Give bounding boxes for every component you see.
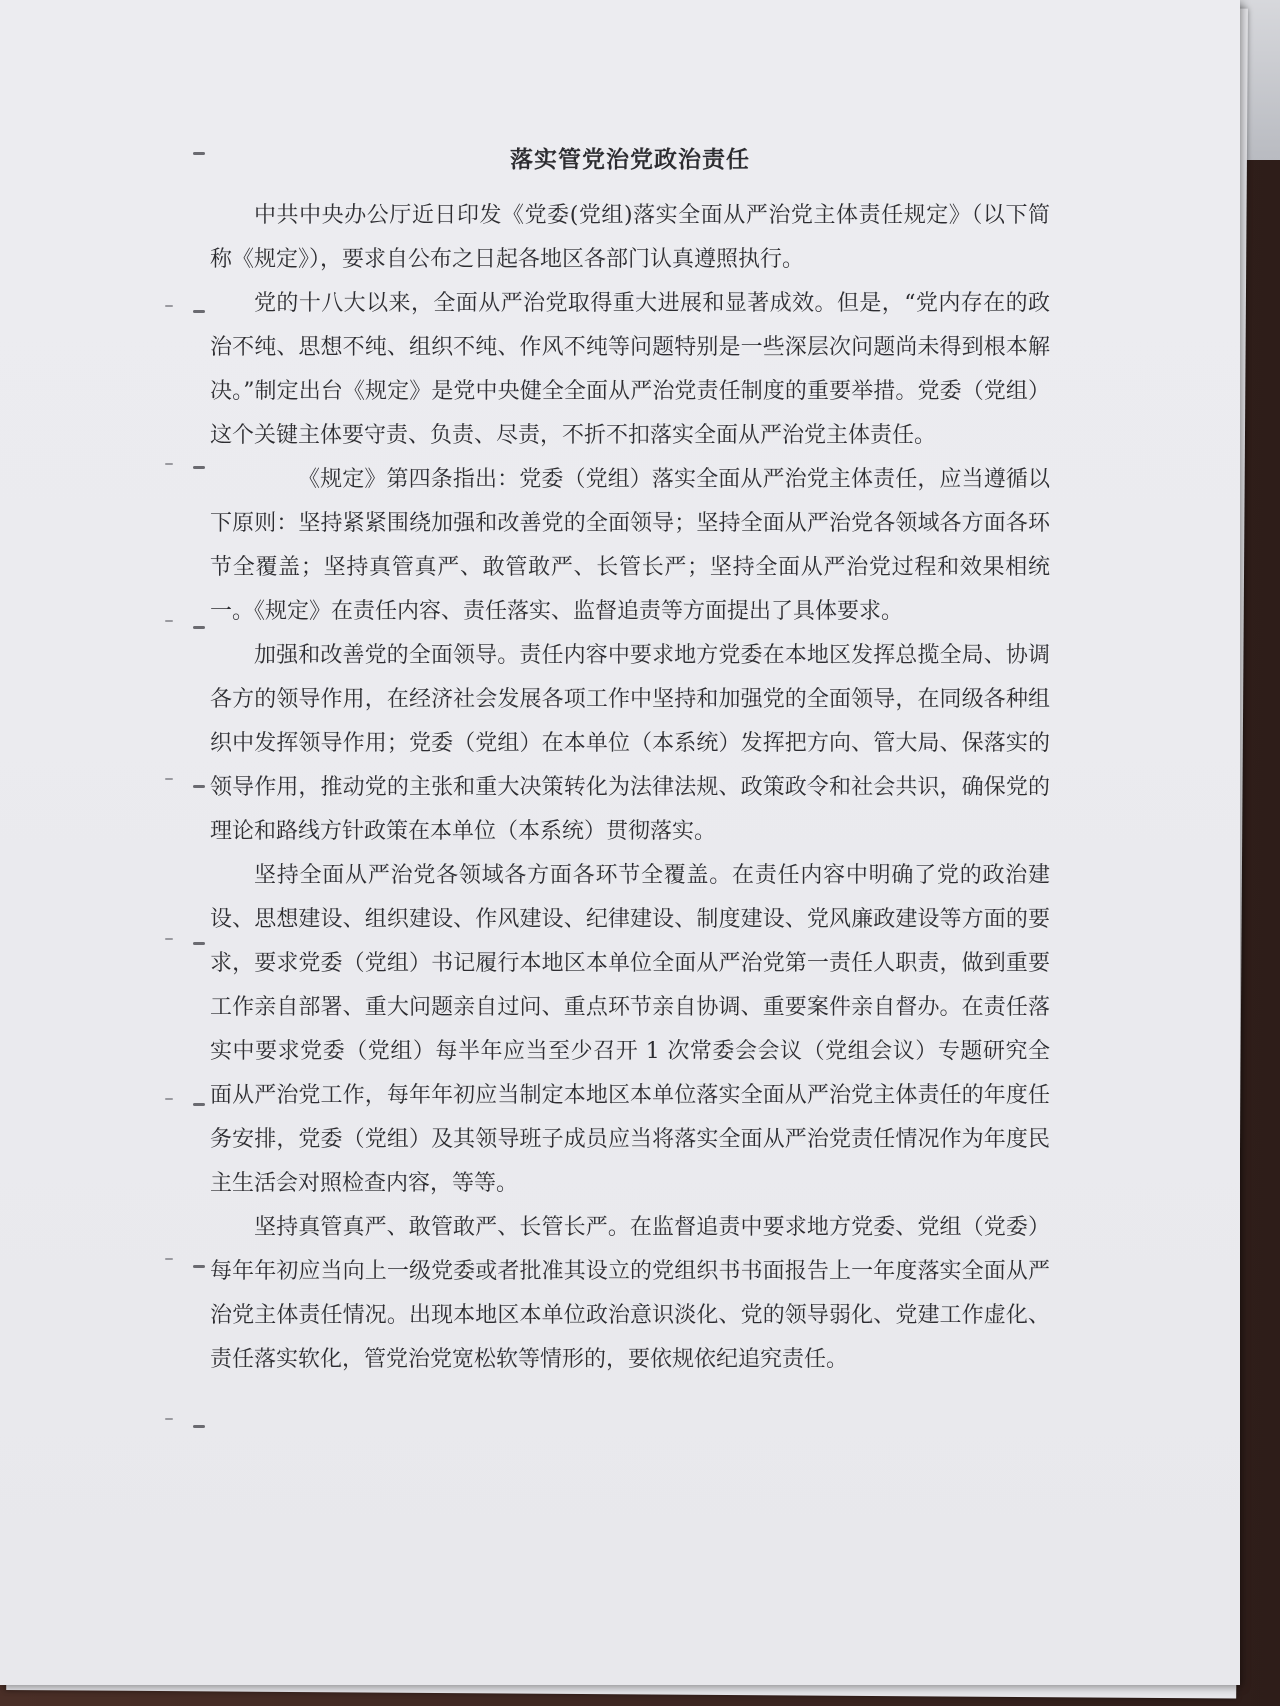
document-title: 落实管党治党政治责任 [510, 146, 750, 173]
margin-mark [193, 785, 205, 788]
margin-mark [193, 466, 205, 469]
margin-mark [193, 152, 205, 155]
margin-tick [165, 1098, 173, 1100]
margin-tick [165, 1418, 173, 1420]
margin-mark [193, 1103, 205, 1106]
margin-mark [193, 626, 205, 629]
margin-mark [193, 1265, 205, 1268]
paragraph: 坚持真管真严、敢管敢严、长管长严。在监督追责中要求地方党委、党组（党委）每年年初应当向上一级党委或者批准其设立的党组织书书面报告上一年度落实全面从严治党主体责任情况。出现本地区本单位政治意识淡化、党的领导弱化、党建工作虚化、责任落实软化，管党治党宽松软等情形的，要依规依纪追究责任。 [210, 1215, 1050, 1372]
margin-tick [165, 620, 173, 622]
margin-mark [193, 942, 205, 945]
margin-tick [165, 778, 173, 780]
paragraph: 党的十八大以来，全面从严治党取得重大进展和显著成效。但是，“党内存在的政治不纯、思想不纯、组织不纯、作风不纯等问题特别是一些深层次问题尚未得到根本解决。”制定出台《规定》是党中央健全全面从严治党责任制度的重要举措。党委（党组）这个关键主体要守责、负责、尽责，不折不扣落实全面从严治党主体责任。 [210, 291, 1050, 448]
paragraph: 中共中央办公厅近日印发《党委(党组)落实全面从严治党主体责任规定》（以下简称《规定》），要求自公布之日起各地区各部门认真遵照执行。 [210, 203, 1050, 272]
margin-mark [193, 1425, 205, 1428]
paragraph: 坚持全面从严治党各领域各方面各环节全覆盖。在责任内容中明确了党的政治建设、思想建设、组织建设、作风建设、纪律建设、制度建设、党风廉政建设等方面的要求，要求党委（党组）书记履行本地区本单位全面从严治党第一责任人职责，做到重要工作亲自部署、重大问题亲自过问、重点环节亲自协调、重要案件亲自督办。在责任落实中要求党委（党组）每半年应当至少召开 1 次常委会会议（党组会议）专题研究全面从严治党工作，每年年初应当制定本地区本单位落实全面从严治党主体责任的年度任务安排，党委（党组）及其领导班子成员应当将落实全面从严治党责任情况作为年度民主生活会对照检查内容，等等。 [210, 863, 1050, 1196]
paragraph: 加强和改善党的全面领导。责任内容中要求地方党委在本地区发挥总揽全局、协调各方的领导作用，在经济社会发展各项工作中坚持和加强党的全面领导，在同级各种组织中发挥领导作用；党委（党组）在本单位（本系统）发挥把方向、管大局、保落实的领导作用，推动党的主张和重大决策转化为法律法规、政策政令和社会共识，确保党的理论和路线方针政策在本单位（本系统）贯彻落实。 [210, 643, 1050, 844]
margin-tick [165, 938, 173, 940]
margin-mark [193, 310, 205, 313]
document-body [210, 140, 1050, 1382]
margin-tick [165, 1258, 173, 1260]
margin-tick [165, 305, 173, 307]
margin-tick [165, 463, 173, 465]
paragraph: 《规定》第四条指出：党委（党组）落实全面从严治党主体责任，应当遵循以下原则：坚持紧紧围绕加强和改善党的全面领导；坚持全面从严治党各领域各方面各环节全覆盖；坚持真管真严、敢管敢严、长管长严；坚持全面从严治党过程和效果相统一。《规定》在责任内容、责任落实、监督追责等方面提出了具体要求。 [210, 467, 1050, 624]
